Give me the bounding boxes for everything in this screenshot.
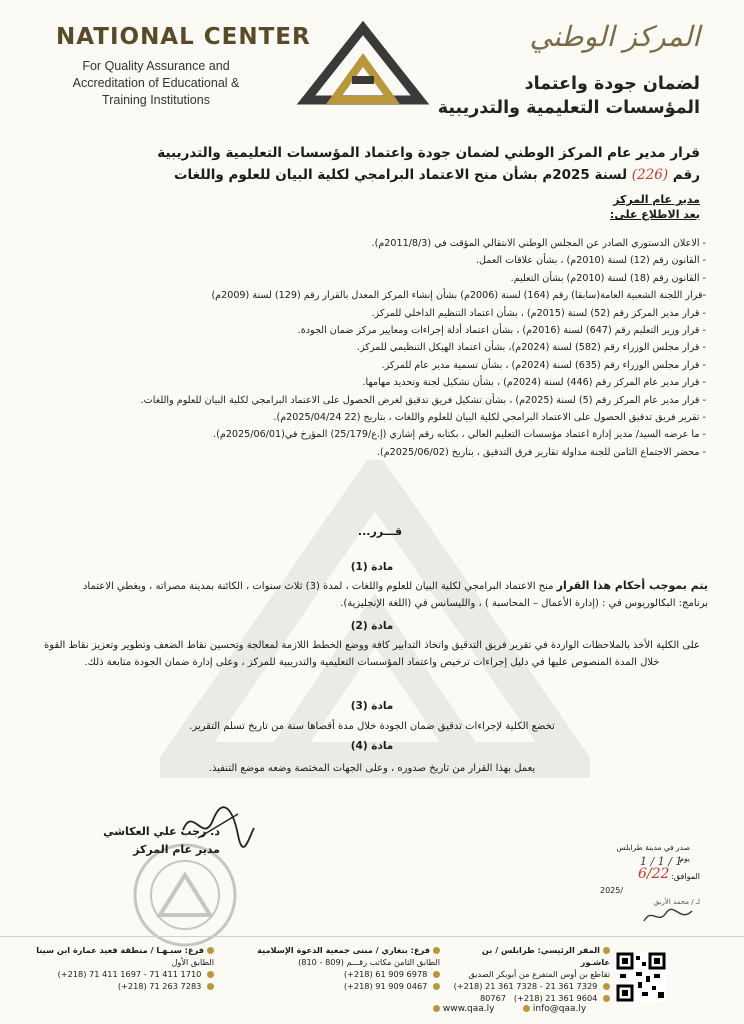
footer-divider — [0, 936, 744, 937]
mobile-icon — [207, 983, 214, 990]
signatory-title: مدير عام المركز — [133, 843, 220, 856]
sebha-label: فرع: سبـهـا / منطقة قعيد عمارة ابن سينا — [36, 945, 204, 955]
footer-main-office — [450, 944, 610, 1004]
qr-code-icon[interactable] — [616, 952, 666, 1002]
benghazi-address: الطابق الثامن مكاتب رقـــم (809 - 810) — [298, 957, 440, 967]
after-review-label: بعد الاطلاع على: — [609, 208, 700, 221]
article-2-heading: مادة (2) — [350, 620, 394, 632]
article-1-body-2: برنامج: البكالوريوس في : (إدارة الأعمال – المحاسبة ) ، والليسانس في (اللغة الإنجليزية). — [340, 598, 708, 609]
main-office-phone-1: (+218) 21 361 7328 - 21 361 7329 — [453, 981, 598, 991]
signatory-name: د. رجب علي العكاشي — [103, 825, 220, 838]
article-3-text: تخضع الكلية لإجراءات تدقيق ضمان الجودة خلال مدة أقصاها سنة من تاريخ تسلم التقرير. — [189, 721, 555, 732]
email-link[interactable] — [520, 1004, 610, 1014]
considering-item: - قرار مجلس الوزراء رقم (582) لسنة (2024م)، بشأن اعتماد الهيكل التنظيمي للمركز. — [356, 342, 706, 354]
website-text: www.qaa.ly — [442, 1004, 495, 1014]
email-text: info@qaa.ly — [532, 1004, 587, 1014]
phone-icon — [207, 971, 214, 978]
decision-title — [40, 142, 700, 186]
considering-item: - القانون رقم (18) لسنة (2010م) بشأن التعليم. — [510, 272, 706, 284]
considering-item: - القانون رقم (12) لسنة (2010م) ، بشأن علاقات العمل. — [476, 255, 706, 267]
main-office-label: المقر الرئيسي: طرابلس / بن عاشـور — [481, 945, 610, 967]
decision-title-suffix: لسنة 2025م بشأن منح الاعتماد البرامجي لكلية البيان للعلوم واللغات — [173, 167, 628, 183]
footer-benghazi-branch — [230, 944, 440, 992]
considering-item: - قرار مدير عام المركز رقم (5) لسنة (2025م) ، بشأن تشكيل فريق تدقيق لغرض الحصول على الاعتماد البرامجي لكلية البيان للعلوم واللغات. — [140, 394, 706, 406]
ref-year: 2025/ — [600, 886, 624, 895]
article-2-text: على الكلية الأخذ بالملاحظات الواردة في تقرير فريق التدقيق واتخاذ التدابير كافة ووضع الخطط اللازمة لمعالجة وتحسين نقاط الضعف وتطوير وتعزيز نقاط القوة خلال المدة المنصوص عليها في دليل إجراءات ترخيص واعتماد المؤسسات التعليمية والتدريبية للمركز ، وعلى إدارة ضمان الجودة متابعة ذلك. — [44, 640, 700, 668]
location-icon — [603, 947, 610, 954]
main-office-phone-2: (+218) 21 361 9604 — [513, 993, 598, 1003]
ref-value: 6/22 — [638, 866, 670, 882]
article-1-lead: يتم بموجب أحكام هذا القرار — [556, 579, 708, 592]
benghazi-phone-2: (+218) 91 909 0467 — [343, 981, 428, 991]
article-3-heading: مادة (3) — [350, 700, 394, 712]
benghazi-label: فرع: بنغازي / مبنى جمعية الدعوة الإسلامية — [257, 945, 430, 955]
phone-icon — [433, 971, 440, 978]
article-1-body: منح الاعتماد البرامجي لكلية البيان للعلوم واللغات ، لمدة (3) ثلاث سنوات ، الكائنة بمدينة مصراته ، ويغطي الاعتماد — [82, 581, 557, 592]
decided-label: قـــرر... — [357, 525, 403, 538]
fax-icon — [603, 995, 610, 1002]
mobile-icon — [433, 983, 440, 990]
dg-label: مدير عام المركز — [613, 193, 700, 206]
issued-city: صدر في مدينة طرابلس — [616, 843, 690, 852]
email-icon — [523, 1005, 530, 1012]
header-english-subtitle: For Quality Assurance and Accreditation of Educational & Training Institutions — [72, 59, 240, 107]
ref-label: الموافق: — [671, 872, 700, 881]
location-icon — [433, 947, 440, 954]
header-english-title: NATIONAL CENTER — [56, 24, 311, 50]
phone-icon — [603, 983, 610, 990]
official-stamp — [130, 840, 240, 950]
sebha-address: الطابق الأول — [171, 957, 214, 967]
article-4-text: يعمل بهذا القرار من تاريخ صدوره ، وعلى الجهات المختصة وضعه موضع التنفيذ. — [208, 763, 536, 774]
dg-heading — [500, 192, 700, 222]
issued-day-label: يوم — [679, 854, 690, 863]
main-office-address: تقاطع بن أوس المتفرع من أبوبكر الصديق — [468, 969, 610, 979]
ref-hijri: لـ / محمد الأربق — [653, 898, 700, 906]
considering-list — [40, 235, 706, 461]
decision-number: (226) — [631, 167, 669, 183]
benghazi-phone-1: (+218) 61 909 6978 — [343, 969, 428, 979]
considering-item: - تقرير فريق تدقيق الحصول على الاعتماد البرامجي لكلية البيان للعلوم واللغات ، بتاريخ (22 2025/04/24م). — [273, 412, 706, 424]
sebha-phone-1: (+218) 71 411 1697 - 71 411 1710 — [57, 969, 202, 979]
considering-item: -قرار اللجنة الشعبية العامة(سابقا) رقم (164) لسنة (2006م) بشأن إنشاء المركز المعدل بالقرار رقم (129) لسنة (2009م) — [211, 290, 706, 302]
considering-item: - محضر الاجتماع الثامن للجنة مداولة تقارير فرق التدقيق ، بتاريخ (2025/06/02م). — [376, 446, 706, 458]
considering-item: - قرار مجلس الوزراء رقم (635) لسنة (2024م) ، بشأن تسمية مدير عام للمركز. — [381, 359, 706, 371]
article-1-heading: مادة (1) — [350, 561, 394, 573]
header-arabic-name: لضمان جودة واعتماد المؤسسات التعليمية والتدريبية — [437, 74, 700, 118]
center-logo — [296, 20, 430, 110]
decision-number-prefix: رقم — [672, 167, 700, 183]
header-arabic-brand: المركز الوطني — [529, 20, 700, 53]
footer-sebha-branch — [14, 944, 214, 992]
main-office-fax: 80767 — [479, 993, 506, 1003]
initials-signature — [640, 905, 700, 927]
decision-title-line1: قرار مدير عام المركز الوطني لضمان جودة واعتماد المؤسسات التعليمية والتدريبية — [157, 145, 700, 161]
article-1-text — [36, 577, 708, 612]
sebha-phone-2: (+218) 71 263 7283 — [117, 981, 202, 991]
considering-item: - الاعلان الدستوري الصادر عن المجلس الوطني الانتقالي المؤقت في (2011/8/3م). — [371, 238, 706, 249]
considering-item: - قرار مدير المركز رقم (52) لسنة (2015م) ، بشأن اعتماد التنظيم الداخلي للمركز. — [371, 307, 706, 319]
web-icon — [433, 1005, 440, 1012]
considering-item: - قرار مدير عام المركز رقم (446) لسنة (2024م) ، بشأن تشكيل لجنة وتحديد مهامها. — [362, 377, 706, 389]
issued-day-value: 1 / 1 / 1 — [640, 855, 683, 868]
considering-item: - قرار وزير التعليم رقم (647) لسنة (2016م) ، بشأن اعتماد أدلة إجراءات ومعايير مركز ضمان الجودة. — [297, 325, 706, 337]
decision-title-line2 — [40, 164, 700, 186]
article-4-heading: مادة (4) — [350, 740, 394, 752]
location-icon — [207, 947, 214, 954]
considering-item: - ما عرضه السيد/ مدير إدارة اعتماد مؤسسات التعليم العالي ، بكتابه رقم إشاري (إ.ع/25/179) المؤرخ في(2025/06/01م). — [213, 429, 706, 441]
